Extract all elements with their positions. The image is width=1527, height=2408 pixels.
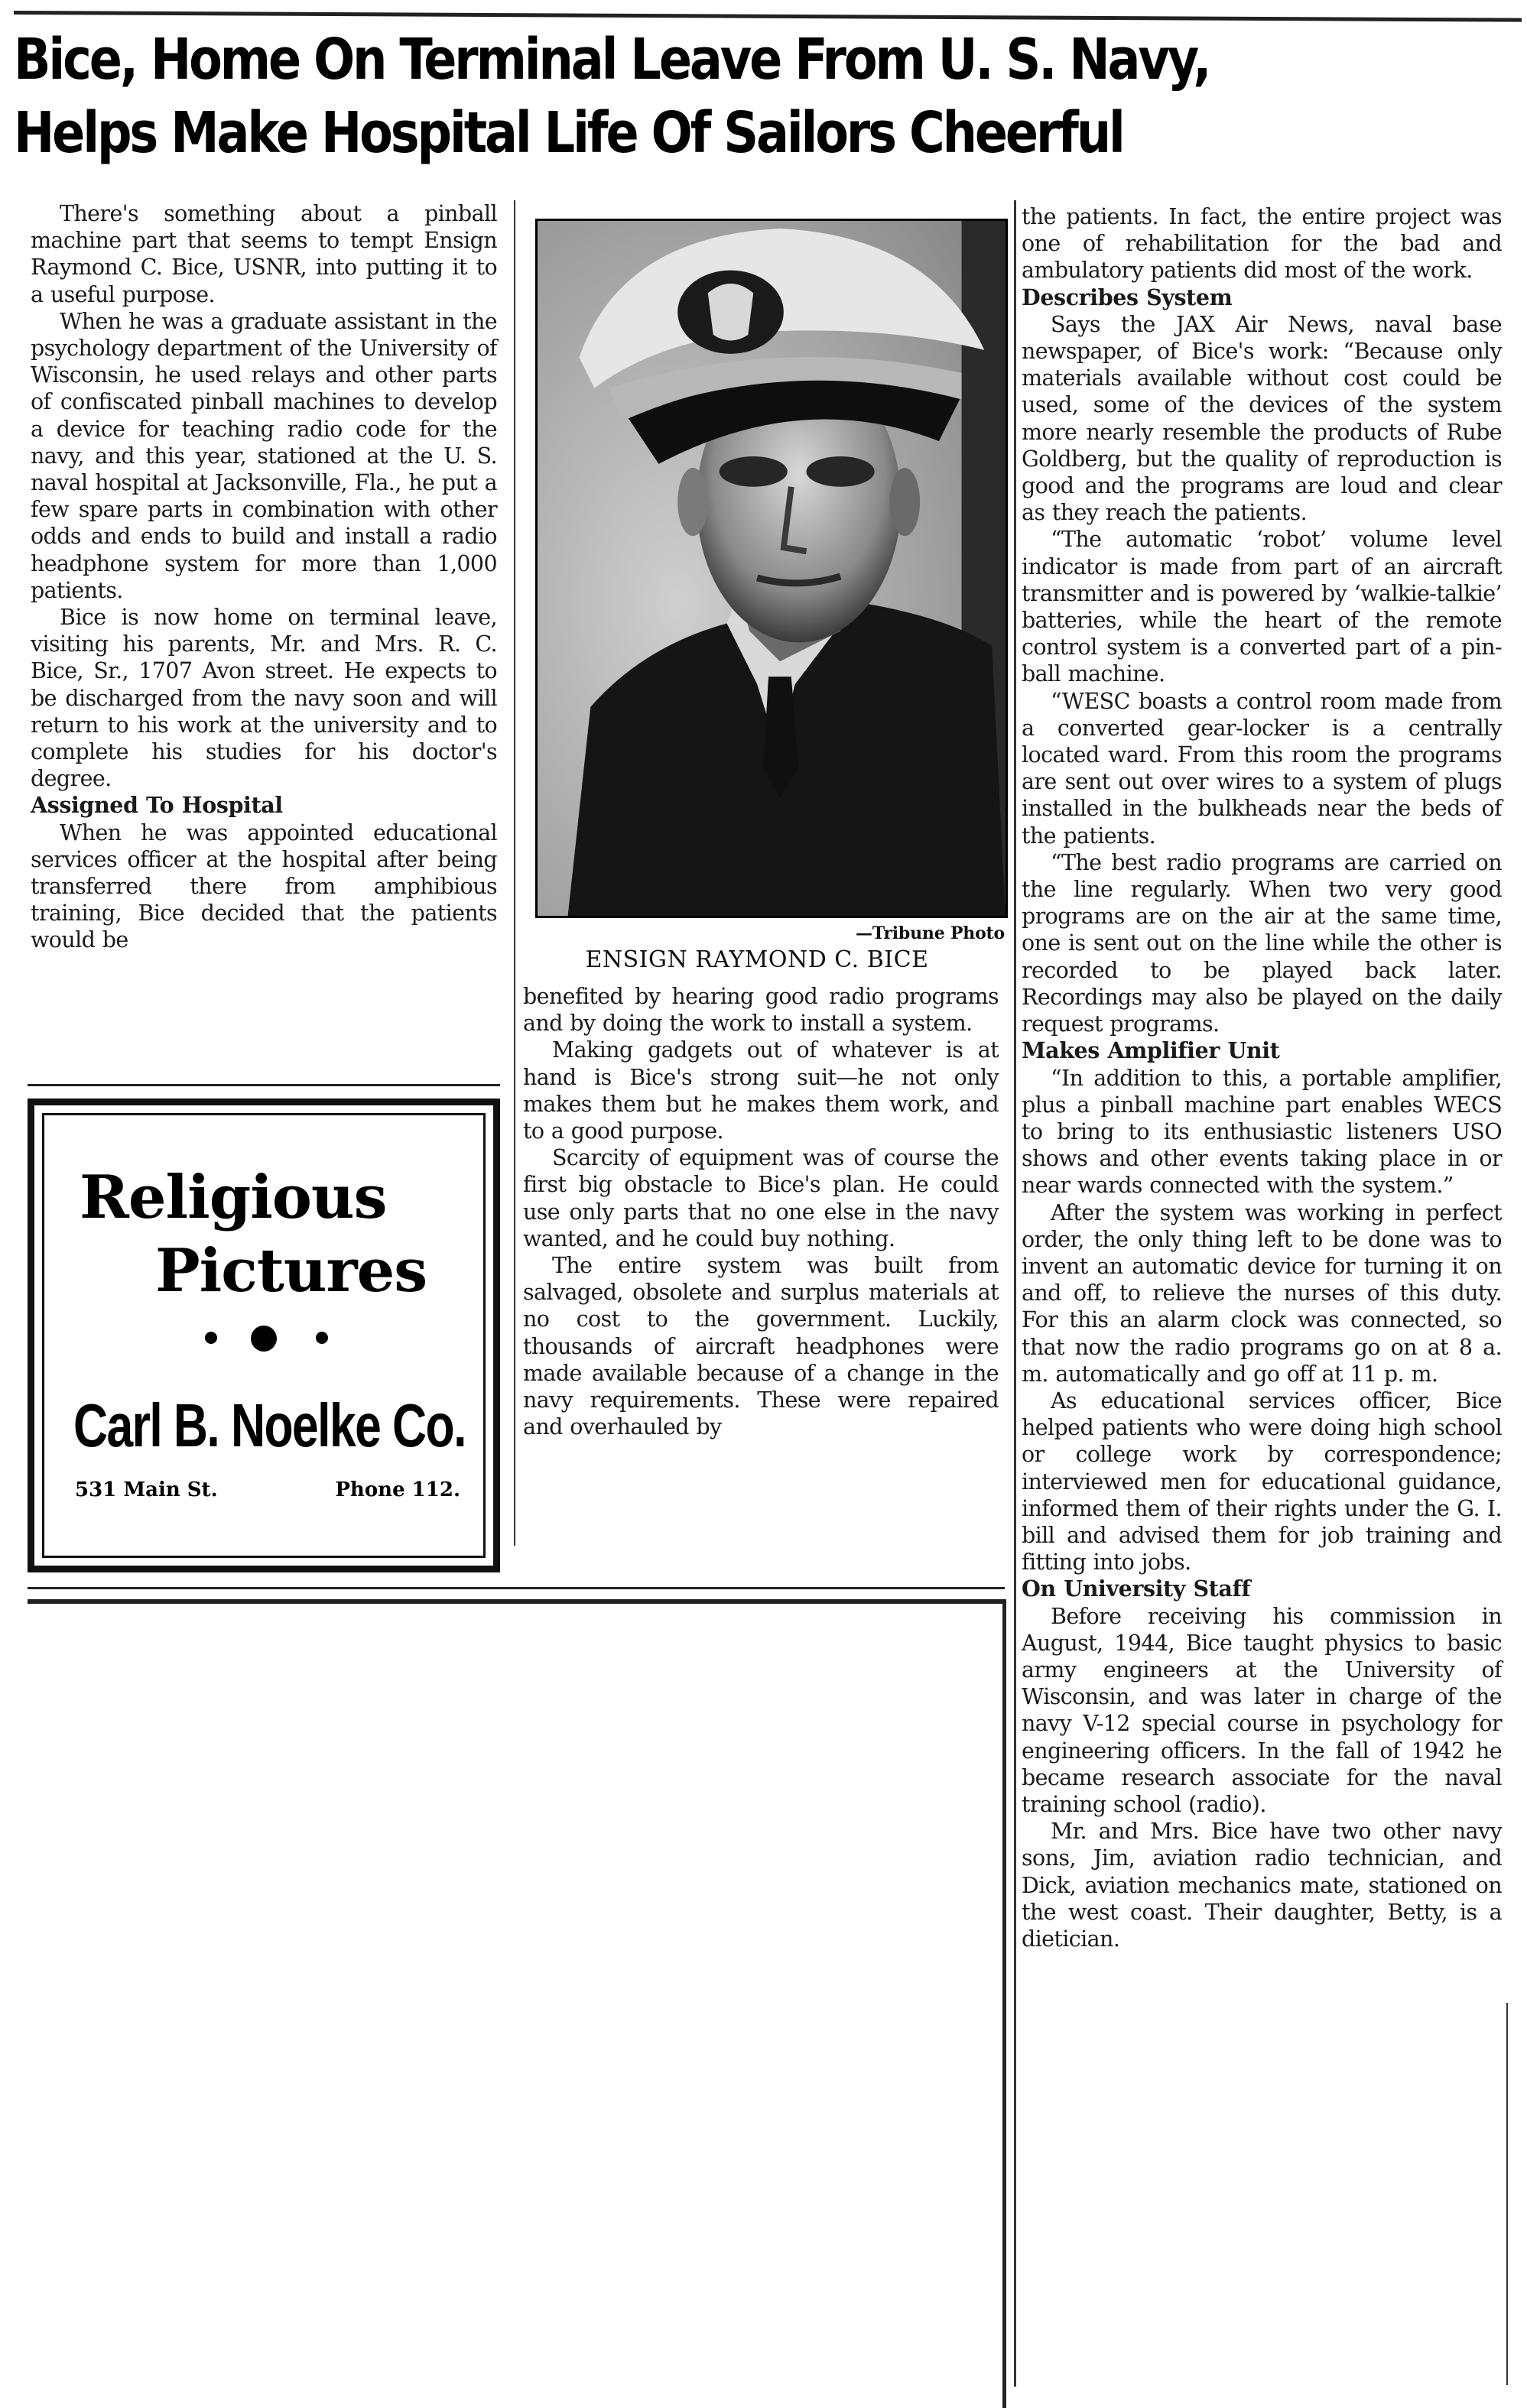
subheading: Assigned To Hospital: [31, 792, 283, 819]
section-rule-thin: [28, 1587, 1005, 1589]
paragraph: Says the JAX Air News, naval base newspaper, of Bice's work: “Because only materials available without cost could be used, some of the devices of the system more nearly resemble the products of Rube Goldberg, but the quality of reproduction is good and the programs are loud and clear as they reach the patients.: [1022, 311, 1502, 526]
ad-phone: Phone 112.: [335, 1478, 460, 1501]
headline-line-2: Helps Make Hospital Life Of Sailors Cheerful: [14, 100, 1123, 166]
paragraph: Mr. and Mrs. Bice have two other navy sons, Jim, aviation radio technician, and Dick, aviation mechanics mate, stationed on the west coast. Their daughter, Betty, is a dietician.: [1022, 1819, 1502, 1952]
paragraph: When he was a graduate assistant in the psychology department of the University of Wisconsin, he used relays and other parts of confiscated pinball machines to develop a device for teaching radio code for the navy, and this year, stationed at the U. S. naval hospital at Jacksonville, Fla., he put a few spare parts in combination with other odds and ends to build and install a radio headphone system for more than 1,000 patients.: [31, 308, 497, 603]
headline-line-1: Bice, Home On Terminal Leave From U. S. Navy,: [14, 27, 1210, 92]
paragraph: There's something about a pinball machine part that seems to tempt Ensign Raymond C. Bice, USNR, into putting it to a useful purpose.: [31, 201, 497, 307]
ornament-dot-small: [205, 1332, 217, 1344]
paragraph: The entire system was built from salvaged, obsolete and surplus materials at no cost to the government. Luckily, thousands of aircraft headphones were made available because of a change in the navy requirements. These were repaired and overhauled by: [523, 1253, 999, 1440]
paragraph: When he was appointed educational services officer at the hospital after being transferred there from amphibious training, Bice decided that the patients would be: [31, 819, 497, 953]
paragraph: “The automatic ‘robot’ volume level indicator is made from part of an aircraft transmitter and is powered by ‘walkie-talkie’ batteries, while the heart of the remote control system is a converted part of a pin-ball machine.: [1022, 527, 1502, 687]
section-rule-right-edge: [1002, 1599, 1006, 2408]
portrait-photo: [535, 219, 1008, 918]
ad-headline-religious: Religious: [80, 1163, 387, 1232]
section-rule-thick: [28, 1599, 1006, 1604]
paragraph: “The best radio programs are carried on the line regularly. When two very good programs are on the air at the same time, one is sent out on the line while the other is recorded to be played back later. Recordings may also be played on the daily request programs.: [1022, 849, 1502, 1037]
subheading: Makes Amplifier Unit: [1022, 1037, 1280, 1064]
headline: [14, 23, 1309, 170]
subheading: On University Staff: [1022, 1576, 1251, 1602]
portrait-image: [538, 221, 1006, 916]
paragraph: As educational services officer, Bice helped patients who were doing high school or college work by correspondence; interviewed men for educational guidance, informed them of their rights under the G. I. bill and advised them for job training and fitting into jobs.: [1022, 1387, 1502, 1576]
ad-ornament-dots: [44, 1326, 483, 1356]
ornament-dot-small: [316, 1332, 328, 1344]
paragraph: the patients. In fact, the entire project was one of rehabilitation for the bad and ambulatory patients did most of the work.: [1022, 204, 1502, 284]
advertisement-box: [28, 1099, 500, 1572]
paragraph: Bice is now home on terminal leave, visiting his parents, Mr. and Mrs. R. C. Bice, Sr., 1707 Avon street. He expects to be discharged from the navy soon and will return to his work at the university and to complete his studies for his doctor's degree.: [31, 605, 497, 792]
advertisement-inner-border: [42, 1113, 486, 1558]
ad-address: 531 Main St.: [75, 1478, 218, 1501]
photo-credit: —Tribune Photo: [856, 923, 1005, 943]
column-divider-1: [514, 200, 515, 1546]
paragraph: After the system was working in perfect order, the only thing left to be done was to invent an automatic device for turning it on and off, to relieve the nurses of this duty. For this an alarm clock was connected, so that now the radio programs go on at 8 a. m. automatically and go off at 11 p. m.: [1022, 1199, 1502, 1387]
paragraph: Scarcity of equipment was of course the first big obstacle to Bice's plan. He could use only parts that no one else in the navy wanted, and he could buy nothing.: [523, 1145, 999, 1251]
ornament-dot-large: [251, 1326, 277, 1352]
right-edge-rule: [1506, 2003, 1508, 2385]
top-rule: [14, 11, 1522, 22]
paragraph: “WESC boasts a control room made from a converted gear-locker is a centrally located ward. From this room the programs are sent out over wires to a system of plugs installed in the bulkheads near the beds of the patients.: [1022, 688, 1502, 849]
column-1-bottom-rule: [28, 1084, 500, 1086]
paragraph: “In addition to this, a portable amplifier, plus a pinball machine part enables WECS to bring to its enthusiastic listeners USO shows and other events taking place in or near wards connected with the system.”: [1022, 1065, 1502, 1199]
ad-headline-pictures: Pictures: [155, 1236, 427, 1306]
paragraph: benefited by hearing good radio programs and by doing the work to install a system.: [523, 984, 999, 1037]
photo-caption: ENSIGN RAYMOND C. BICE: [585, 946, 929, 973]
article-column-3: [1022, 203, 1502, 1952]
paragraph: Making gadgets out of whatever is at hand is Bice's strong suit—he not only makes them but he makes them work, and to a good purpose.: [523, 1037, 999, 1144]
article-column-1: [31, 200, 497, 954]
paragraph: Before receiving his commission in August, 1944, Bice taught physics to basic army engineers at the University of Wisconsin, and was later in charge of the navy V-12 special course in psychology for engineering officers. In the fall of 1942 he became research associate for the naval training school (radio).: [1022, 1603, 1502, 1817]
column-divider-2: [1014, 200, 1016, 2387]
subheading: Describes System: [1022, 284, 1233, 310]
ad-company-name: Carl B. Noelke Co.: [73, 1391, 466, 1459]
article-column-2: [523, 983, 999, 1440]
